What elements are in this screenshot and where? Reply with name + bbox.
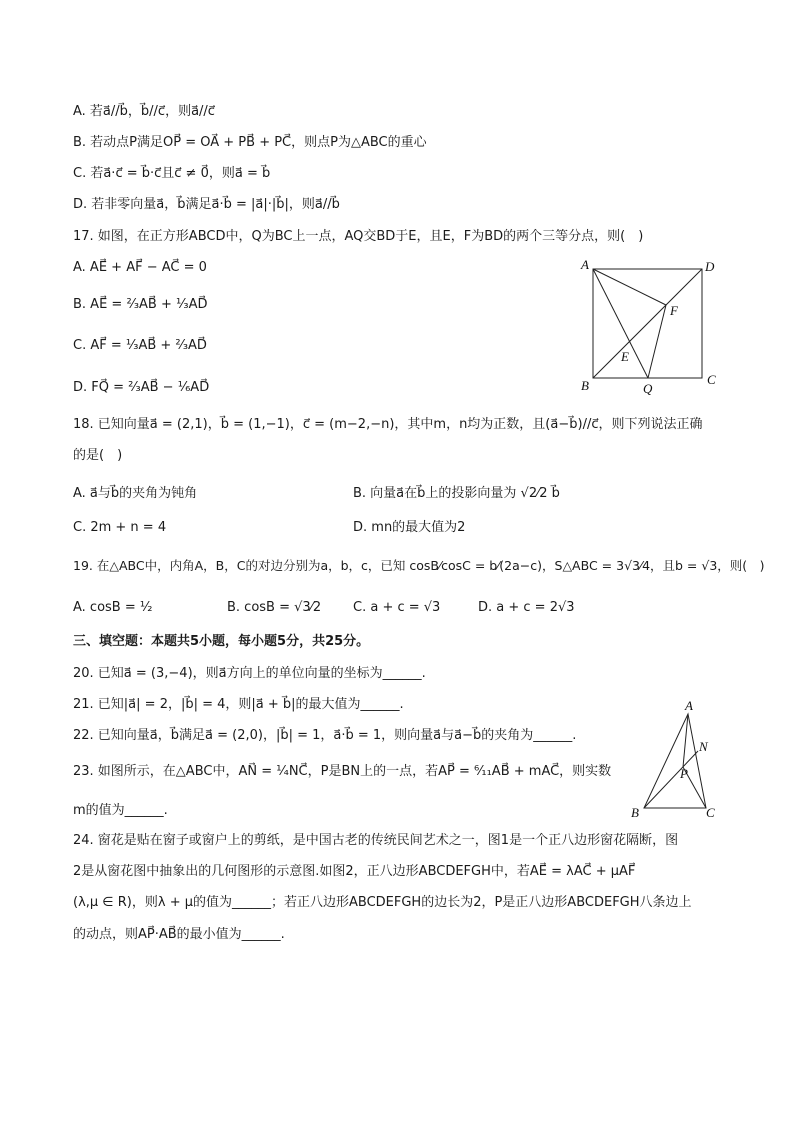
q17-option-d: D. FQ⃗ = ²⁄₃AB⃗ − ¹⁄₆AD⃗ bbox=[73, 380, 210, 395]
square-abcd-figure bbox=[575, 255, 725, 400]
q22: 22. 已知向量a⃗，b⃗满足a⃗ = (2,0)，|b⃗| = 1，a⃗·b⃗ = 1，则向量a⃗与a⃗−b⃗的夹角为______. bbox=[73, 728, 577, 743]
q19-stem: 19. 在△ABC中，内角A，B，C的对边分别为a，b，c，已知 cosB⁄cosC = b⁄(2a−c)，S△ABC = 3√3⁄4，且b = √3，则( ) bbox=[73, 558, 765, 573]
q18-stem-line1: 18. 已知向量a⃗ = (2,1)，b⃗ = (1,−1)，c⃗ = (m−2,−n)，其中m，n均为正数，且(a⃗−b⃗)//c⃗，则下列说法正确 bbox=[73, 417, 703, 432]
label-f: F bbox=[670, 303, 678, 318]
segment-fq bbox=[648, 305, 666, 378]
q19-option-a: A. cosB = ¹⁄₂ bbox=[73, 600, 153, 615]
q17-option-c: C. AF⃗ = ¹⁄₃AB⃗ + ²⁄₃AD⃗ bbox=[73, 338, 207, 353]
triangle-outline bbox=[644, 714, 706, 808]
label-c: C bbox=[706, 805, 715, 820]
diagonal-bd bbox=[593, 269, 702, 378]
q19-option-d: D. a + c = 2√3 bbox=[478, 600, 575, 615]
label-q: Q bbox=[643, 381, 653, 396]
q18-option-a: A. a⃗与b⃗的夹角为钝角 bbox=[73, 486, 198, 501]
label-a: A bbox=[685, 700, 693, 713]
q20: 20. 已知a⃗ = (3,−4)，则a⃗方向上的单位向量的坐标为______. bbox=[73, 666, 426, 681]
q24-line4: 的动点，则AP⃗·AB⃗的最小值为______. bbox=[73, 927, 285, 942]
q21: 21. 已知|a⃗| = 2，|b⃗| = 4，则|a⃗ + b⃗|的最大值为______. bbox=[73, 697, 404, 712]
q16-option-a: A. 若a⃗//b⃗，b⃗//c⃗，则a⃗//c⃗ bbox=[73, 104, 215, 119]
q16-option-c: C. 若a⃗·c⃗ = b⃗·c⃗且c⃗ ≠ 0⃗，则a⃗ = b⃗ bbox=[73, 166, 271, 181]
q18-option-d: D. mn的最大值为2 bbox=[353, 520, 466, 535]
q19-option-c: C. a + c = √3 bbox=[353, 600, 441, 615]
label-p: P bbox=[680, 766, 688, 781]
label-e: E bbox=[621, 349, 629, 364]
label-d: D bbox=[705, 259, 715, 274]
triangle-abc-figure bbox=[628, 700, 728, 825]
label-c: C bbox=[707, 372, 716, 387]
label-n: N bbox=[699, 739, 708, 754]
q16-option-b: B. 若动点P满足OP⃗ = OA⃗ + PB⃗ + PC⃗，则点P为△ABC的重心 bbox=[73, 135, 427, 150]
segment-af bbox=[593, 269, 666, 305]
label-b: B bbox=[631, 805, 639, 820]
label-a: A bbox=[581, 257, 589, 272]
q23-line2: m的值为______. bbox=[73, 803, 168, 818]
q16-option-d: D. 若非零向量a⃗，b⃗满足a⃗·b⃗ = |a⃗|·|b⃗|，则a⃗//b⃗ bbox=[73, 197, 340, 212]
q24-line2: 2是从窗花图中抽象出的几何图形的示意图.如图2，正八边形ABCDEFGH中，若AE⃗ = λAC⃗ + μAF⃗ bbox=[73, 864, 636, 879]
q17-option-b: B. AE⃗ = ²⁄₃AB⃗ + ¹⁄₃AD⃗ bbox=[73, 297, 208, 312]
q18-option-c: C. 2m + n = 4 bbox=[73, 520, 167, 535]
label-b: B bbox=[581, 378, 589, 393]
q24-line3: (λ,μ ∈ R)，则λ + μ的值为______；若正八边形ABCDEFGH的边长为2，P是正八边形ABCDEFGH八条边上 bbox=[73, 895, 692, 910]
q23-line1: 23. 如图所示，在△ABC中，AN⃗ = ¹⁄₄NC⃗，P是BN上的一点，若AP⃗ = ⁶⁄₁₁AB⃗ + mAC⃗，则实数 bbox=[73, 764, 612, 779]
q18-option-b: B. 向量a⃗在b⃗上的投影向量为 √2⁄2 b⃗ bbox=[353, 486, 560, 501]
q17-stem: 17. 如图，在正方形ABCD中，Q为BC上一点，AQ交BD于E，且E，F为BD的两个三等分点，则( ) bbox=[73, 229, 644, 244]
section-fill-in-blank-heading: 三、填空题：本题共5小题，每小题5分，共25分。 bbox=[73, 634, 370, 649]
q18-stem-line2: 的是( ) bbox=[73, 448, 123, 463]
q17-option-a: A. AE⃗ + AF⃗ − AC⃗ = 0 bbox=[73, 260, 207, 275]
q24-line1: 24. 窗花是贴在窗子或窗户上的剪纸，是中国古老的传统民间艺术之一，图1是一个正八边形窗花隔断，图 bbox=[73, 833, 679, 848]
q19-option-b: B. cosB = √3⁄2 bbox=[227, 600, 322, 615]
